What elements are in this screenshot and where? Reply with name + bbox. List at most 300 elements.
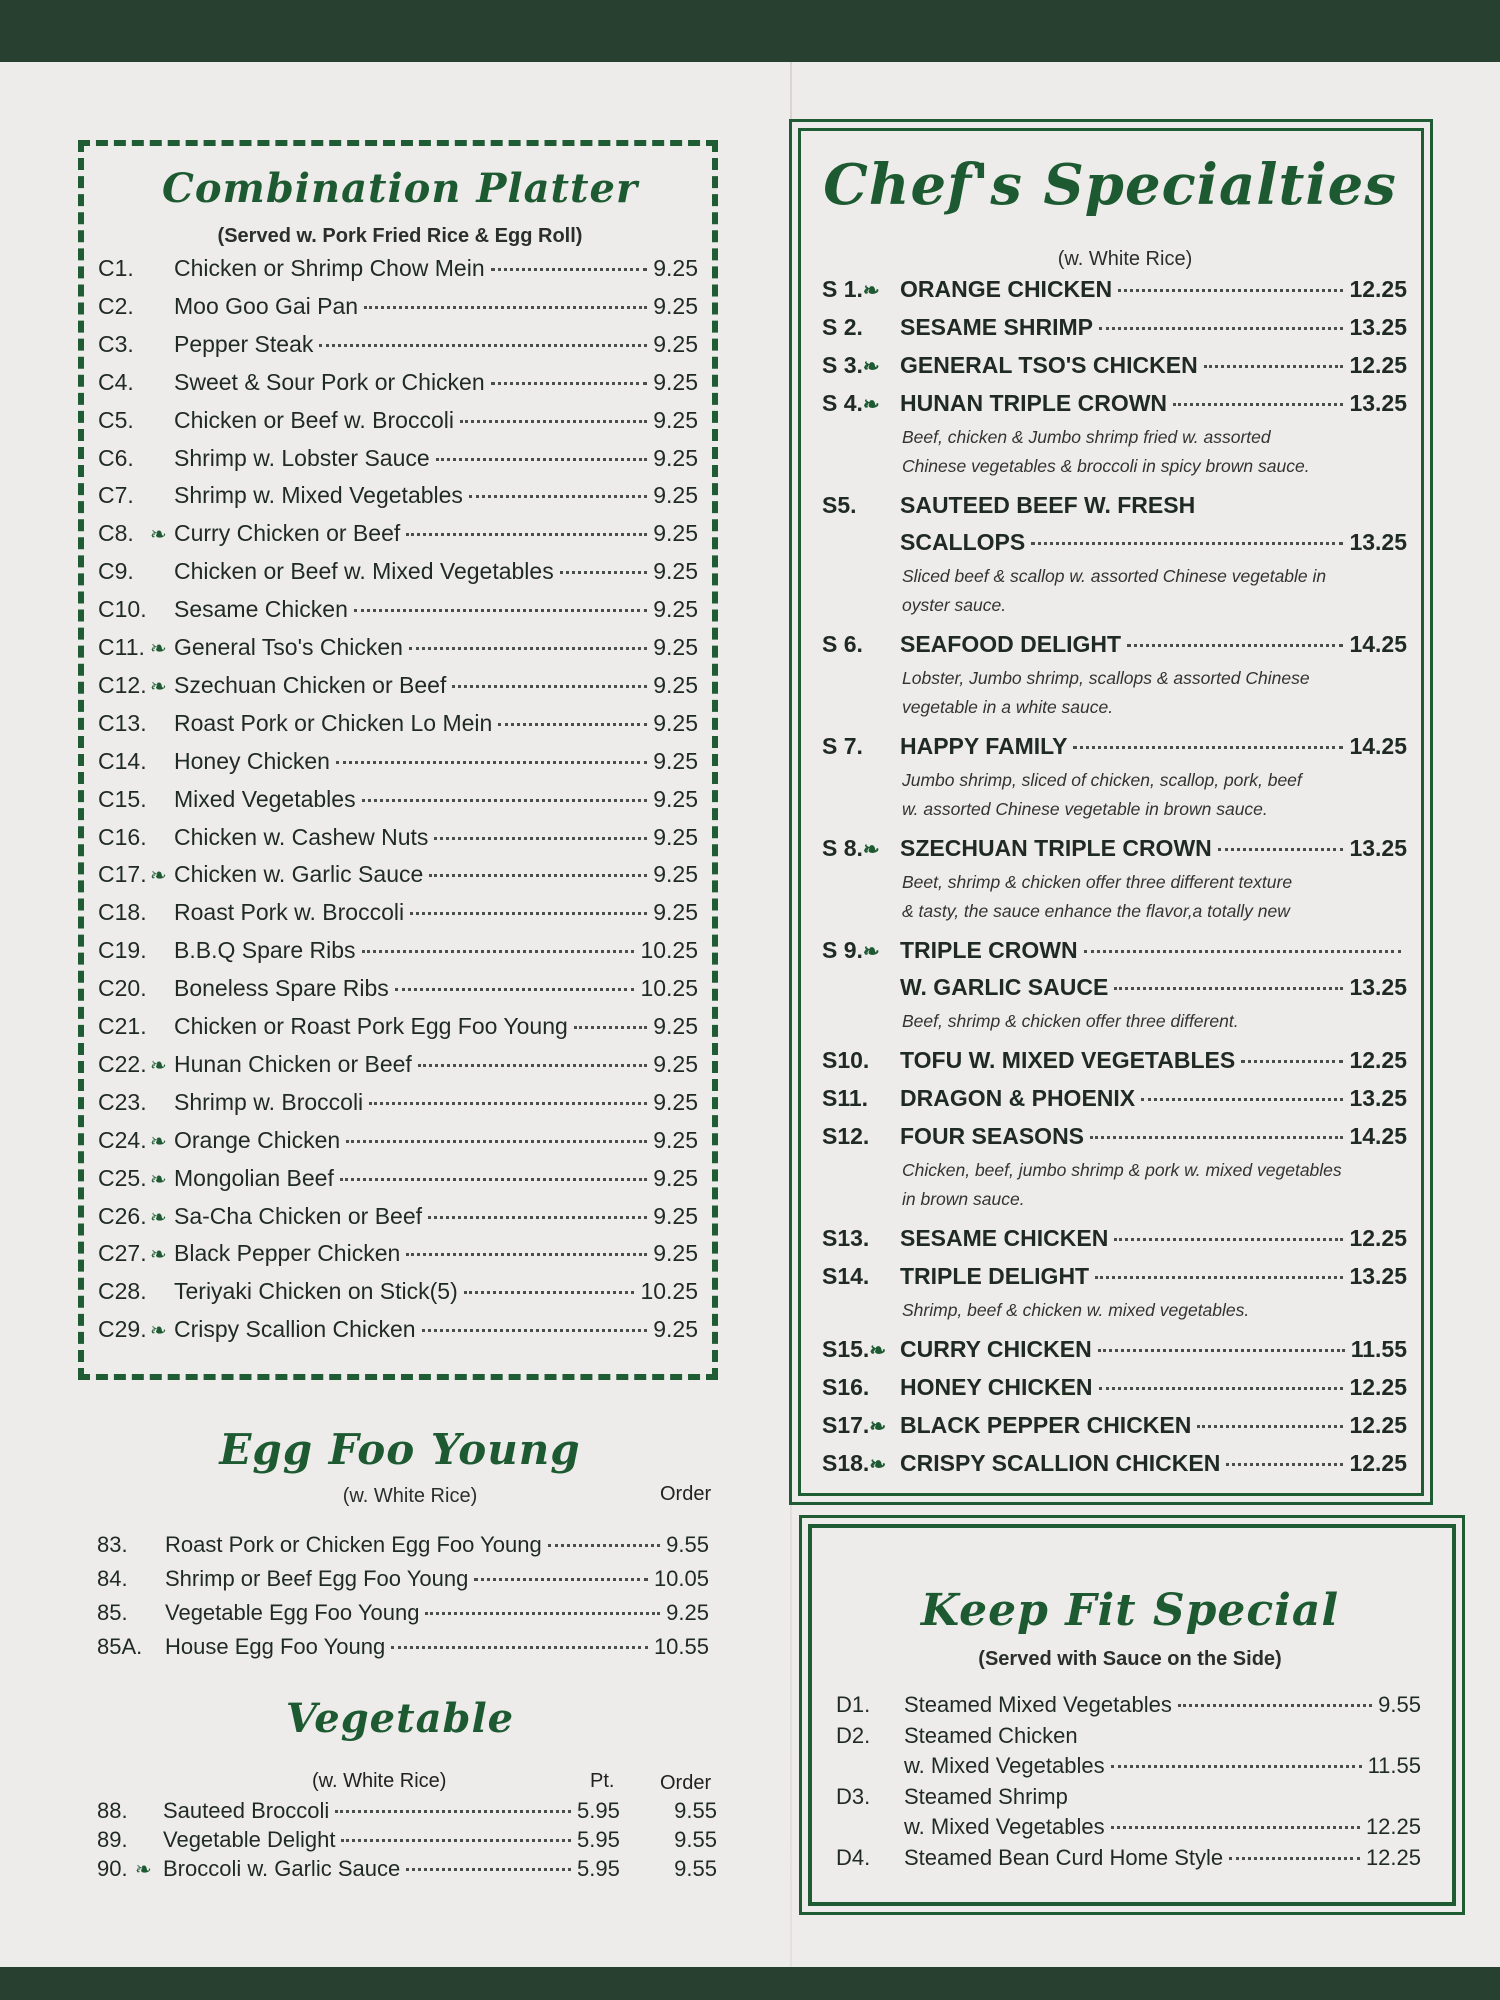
combo-item-code: C3.: [98, 330, 134, 357]
combo-item-name: Hunan Chicken or Beef: [174, 1050, 412, 1077]
combo-item-price: 9.25: [653, 1240, 698, 1267]
vegetable-subtitle: (w. White Rice): [312, 1770, 447, 1792]
fit-item-row: [836, 1784, 1421, 1810]
chef-item-code: S10.: [822, 1047, 870, 1073]
chef-item-code: S 8.: [822, 835, 863, 861]
dot-leader: [429, 874, 647, 877]
chef-item-row: [822, 1047, 1407, 1074]
combo-item-price: 9.25: [653, 1013, 698, 1039]
egg-item-price: 9.25: [666, 1600, 709, 1625]
chef-item-price: 14.25: [1349, 733, 1407, 759]
dot-leader: [498, 723, 647, 726]
combo-item-row: [98, 1165, 698, 1192]
combo-item-code: C13.: [98, 709, 147, 736]
combo-item-row: [98, 634, 698, 661]
chef-item-price: 12.25: [1349, 1225, 1407, 1251]
combo-item-row: [98, 1051, 698, 1078]
combo-item-name: Curry Chicken or Beef: [174, 520, 401, 547]
combo-chili-slot: [150, 1203, 174, 1230]
chef-item-row: [822, 314, 1407, 341]
chef-code-slot: [822, 1123, 900, 1150]
chef-item-code: S11.: [822, 1085, 869, 1111]
chef-code-slot: [822, 390, 900, 417]
combo-item-price: 9.25: [653, 368, 698, 395]
chili-pepper-icon: ❧: [869, 1416, 887, 1438]
dot-leader: [1204, 365, 1344, 368]
combo-item-price: 10.25: [640, 1278, 698, 1305]
chef-item-name: SESAME SHRIMP: [900, 314, 1093, 340]
egg-item-price: 10.05: [653, 1566, 709, 1591]
chili-pepper-icon: ❧: [150, 1244, 167, 1267]
chef-code-slot: [822, 733, 900, 760]
chef-item-code: S17.: [822, 1412, 870, 1438]
combo-chili-slot: [150, 1127, 174, 1154]
vegetable-pint-header: Pt.: [590, 1770, 615, 1792]
dot-leader: [425, 1612, 660, 1615]
chef-item-row: [822, 1085, 1407, 1112]
combo-item-code: C10.: [98, 596, 147, 623]
dot-leader: [1073, 746, 1343, 749]
chef-code-slot: [822, 492, 900, 519]
dot-leader: [1114, 987, 1343, 990]
chef-item-description: Jumbo shrimp, sliced of chicken, scallop, pork, beef: [902, 770, 1302, 790]
chef-item-row: [822, 1412, 1407, 1439]
combo-item-row: [98, 786, 698, 813]
chef-item-price: 11.55: [1350, 1336, 1407, 1362]
chili-pepper-icon: ❧: [150, 1320, 167, 1343]
combo-chili-slot: [150, 1316, 174, 1343]
chef-item-price: 13.25: [1349, 974, 1407, 1000]
egg-item-name: Shrimp or Beef Egg Foo Young: [165, 1566, 469, 1591]
combo-item-row: [98, 899, 698, 926]
chili-pepper-icon: ❧: [150, 638, 167, 660]
dot-leader: [422, 1329, 648, 1332]
egg-foo-young-title: Egg Foo Young: [219, 1425, 581, 1474]
dot-leader: [574, 1026, 647, 1029]
dot-leader: [406, 1253, 647, 1256]
combination-platter-subtitle: (Served w. Pork Fried Rice & Egg Roll): [217, 225, 583, 247]
combo-item-row: [98, 331, 698, 358]
dot-leader: [1099, 327, 1343, 330]
chef-item-name: SZECHUAN TRIPLE CROWN: [900, 835, 1212, 861]
vegetable-item-name: Broccoli w. Garlic Sauce: [163, 1856, 401, 1881]
chef-item-name: HONEY CHICKEN: [900, 1374, 1093, 1400]
combo-item-row: [98, 558, 698, 585]
combo-item-price: 9.25: [653, 785, 698, 812]
combo-item-name: Black Pepper Chicken: [174, 1240, 401, 1267]
combo-item-price: 9.25: [653, 482, 698, 509]
dot-leader: [409, 647, 647, 650]
vegetable-item-pint: 5.95: [577, 1798, 620, 1823]
fit-item-row-cont: [904, 1753, 1421, 1779]
chili-pepper-icon: ❧: [150, 675, 167, 698]
dot-leader: [1118, 289, 1343, 292]
combo-item-row: [98, 445, 698, 472]
chili-pepper-icon: ❧: [869, 1454, 887, 1476]
dot-leader: [1099, 1387, 1344, 1390]
combo-item-code: C18.: [98, 899, 147, 926]
chef-item-row: [822, 1225, 1407, 1252]
chef-item-code: S 3.: [822, 352, 863, 378]
chef-item-row: [822, 390, 1407, 417]
combo-item-price: 9.25: [653, 899, 698, 926]
chili-pepper-icon: ❧: [862, 839, 880, 861]
vegetable-item-row: [97, 1856, 717, 1882]
combo-item-row: [98, 748, 698, 775]
combo-chili-slot: [150, 634, 174, 661]
chef-item-description: vegetable in a white sauce.: [902, 697, 1114, 717]
chefs-specialties-title: Chef's Specialties: [823, 152, 1397, 218]
chef-item-code: S 4.: [822, 390, 863, 416]
chef-item-description: oyster sauce.: [902, 595, 1007, 615]
combo-item-row: [98, 255, 698, 282]
chef-item-price: 13.25: [1349, 1263, 1407, 1289]
combo-chili-slot: [150, 1165, 174, 1192]
dot-leader: [1197, 1425, 1343, 1428]
combo-item-name: Teriyaki Chicken on Stick(5): [174, 1278, 458, 1305]
combo-item-price: 9.25: [653, 747, 698, 774]
chef-item-name: ORANGE CHICKEN: [900, 276, 1113, 302]
fit-item-row: [836, 1723, 1421, 1749]
chili-pepper-icon: ❧: [862, 941, 880, 963]
combo-item-price: 9.25: [653, 596, 698, 623]
combo-item-name: Chicken w. Garlic Sauce: [174, 861, 424, 888]
vegetable-item-pint: 5.95: [577, 1827, 620, 1852]
chef-code-slot: [822, 1374, 900, 1401]
dot-leader: [1173, 403, 1343, 406]
chef-item-name: DRAGON & PHOENIX: [900, 1085, 1136, 1111]
dot-leader: [418, 1064, 647, 1067]
combo-item-row: [98, 861, 698, 888]
combo-item-code: C25.: [98, 1164, 147, 1191]
dot-leader: [1178, 1704, 1372, 1707]
combo-item-row: [98, 710, 698, 737]
combo-item-price: 9.25: [653, 330, 698, 357]
chef-item-code: S15.: [822, 1336, 870, 1362]
chef-item-code: S18.: [822, 1450, 870, 1476]
chef-item-price: 12.25: [1349, 352, 1407, 378]
chef-item-price: 13.25: [1349, 835, 1407, 861]
chef-code-slot: [822, 631, 900, 658]
combo-item-price: 9.25: [653, 1316, 698, 1343]
chef-item-code: S 2.: [822, 314, 863, 340]
chef-code-slot: [822, 1412, 900, 1439]
chef-item-code: S14.: [822, 1263, 870, 1289]
combo-item-row: [98, 824, 698, 851]
chef-item-price: 12.25: [1349, 1450, 1407, 1476]
combo-item-code: C9.: [98, 558, 134, 585]
dot-leader: [1127, 644, 1343, 647]
chef-code-slot: [822, 937, 900, 964]
chef-item-description: Chicken, beef, jumbo shrimp & pork w. mixed vegetables: [902, 1160, 1342, 1180]
egg-item-name: House Egg Foo Young: [165, 1634, 386, 1659]
combo-item-name: Szechuan Chicken or Beef: [174, 671, 447, 698]
fit-item-name-cont: w. Mixed Vegetables: [904, 1814, 1105, 1839]
chef-item-name: TOFU W. MIXED VEGETABLES: [900, 1047, 1236, 1073]
dot-leader: [354, 609, 647, 612]
chili-pepper-icon: ❧: [150, 1206, 167, 1229]
fit-item-row: [836, 1692, 1421, 1718]
combo-item-row: [98, 672, 698, 699]
dot-leader: [362, 799, 648, 802]
combo-item-name: Sweet & Sour Pork or Chicken: [174, 368, 485, 395]
combo-item-name: Chicken or Roast Pork Egg Foo Young: [174, 1013, 568, 1039]
vegetable-item-name: Vegetable Delight: [163, 1827, 336, 1852]
egg-item-code: 85.: [97, 1600, 128, 1625]
egg-item-name: Vegetable Egg Foo Young: [165, 1600, 420, 1625]
chef-item-code: S13.: [822, 1225, 870, 1251]
dot-leader: [340, 1178, 647, 1181]
vegetable-item-row: [97, 1798, 717, 1824]
vegetable-item-order: 9.55: [674, 1798, 717, 1823]
chef-item-description: w. assorted Chinese vegetable in brown sauce.: [902, 799, 1268, 819]
combo-item-code: C19.: [98, 937, 147, 964]
chef-item-description: Shrimp, beef & chicken w. mixed vegetables.: [902, 1300, 1250, 1320]
combo-chili-slot: [150, 672, 174, 699]
chili-pepper-icon: ❧: [862, 356, 880, 378]
egg-item-name: Roast Pork or Chicken Egg Foo Young: [165, 1532, 542, 1557]
chef-item-description: Beet, shrimp & chicken offer three different texture: [902, 872, 1293, 892]
combo-item-code: C1.: [98, 255, 134, 281]
combo-item-code: C4.: [98, 368, 134, 395]
chef-item-name: SEAFOOD DELIGHT: [900, 631, 1122, 657]
dot-leader: [1095, 1276, 1343, 1279]
dot-leader: [464, 1291, 635, 1294]
combo-item-price: 9.25: [653, 1164, 698, 1191]
vegetable-item-code: 88.: [97, 1798, 128, 1823]
chef-item-row: [822, 835, 1407, 862]
combo-item-price: 9.25: [653, 520, 698, 547]
chef-item-name: SAUTEED BEEF W. FRESH: [900, 492, 1196, 518]
dot-leader: [491, 268, 648, 271]
combo-item-name: B.B.Q Spare Ribs: [174, 937, 356, 964]
combo-chili-slot: [150, 861, 174, 888]
combo-item-code: C20.: [98, 975, 147, 1002]
dot-leader: [560, 571, 648, 574]
chef-code-slot: [822, 1450, 900, 1477]
combo-chili-slot: [150, 520, 174, 547]
combo-item-name: Boneless Spare Ribs: [174, 975, 389, 1002]
combo-item-row: [98, 1316, 698, 1343]
combo-item-row: [98, 293, 698, 320]
combo-item-name: Mongolian Beef: [174, 1164, 334, 1191]
dot-leader: [406, 1868, 571, 1871]
combo-item-row: [98, 1240, 698, 1267]
chef-item-row-cont: [900, 974, 1407, 1001]
vegetable-order-header: Order: [660, 1772, 712, 1794]
chef-item-code: S12.: [822, 1123, 870, 1149]
combo-item-price: 9.25: [653, 1202, 698, 1229]
dot-leader: [1090, 1136, 1343, 1139]
combo-item-code: C24.: [98, 1126, 147, 1153]
combo-item-name: Pepper Steak: [174, 330, 314, 357]
combo-item-code: C11.: [98, 634, 145, 660]
dot-leader: [369, 1102, 647, 1105]
dot-leader: [341, 1839, 571, 1842]
combo-item-code: C29.: [98, 1316, 147, 1343]
fit-item-price: 9.55: [1378, 1692, 1421, 1717]
fit-item-code: D4.: [836, 1845, 871, 1870]
vegetable-title: Vegetable: [285, 1695, 515, 1742]
page-fold: [790, 62, 792, 1967]
combo-item-code: C22.: [98, 1050, 147, 1077]
dot-leader: [491, 382, 648, 385]
egg-item-row: [97, 1634, 709, 1660]
combo-item-name: Moo Goo Gai Pan: [174, 292, 359, 319]
dot-leader: [1218, 848, 1344, 851]
chef-item-code: S 9.: [822, 937, 863, 963]
dot-leader: [428, 1216, 647, 1219]
egg-item-row: [97, 1566, 709, 1592]
chef-item-name: HAPPY FAMILY: [900, 733, 1068, 759]
fit-item-name: Steamed Bean Curd Home Style: [904, 1845, 1224, 1870]
dot-leader: [460, 420, 647, 423]
combo-item-name: Chicken or Beef w. Broccoli: [174, 406, 454, 433]
egg-item-price: 10.55: [653, 1634, 709, 1659]
dot-leader: [1098, 1349, 1345, 1352]
combo-item-name: Honey Chicken: [174, 747, 330, 774]
egg-item-row: [97, 1532, 709, 1558]
combo-item-name: General Tso's Chicken: [174, 634, 403, 660]
chili-pepper-icon: ❧: [135, 1859, 152, 1881]
chef-code-slot: [822, 1336, 900, 1363]
dot-leader: [335, 1810, 571, 1813]
fit-item-price: 11.55: [1367, 1753, 1421, 1778]
chef-item-name-cont: SCALLOPS: [900, 529, 1026, 555]
dot-leader: [548, 1544, 660, 1547]
chef-item-price: 12.25: [1349, 276, 1407, 302]
combo-item-name: Roast Pork w. Broccoli: [174, 899, 405, 926]
combo-item-price: 9.25: [653, 1126, 698, 1153]
combo-item-row: [98, 1203, 698, 1230]
chef-item-price: 13.25: [1349, 529, 1407, 555]
fit-item-name: Steamed Shrimp: [904, 1784, 1068, 1809]
egg-item-code: 85A.: [97, 1634, 143, 1659]
chef-code-slot: [822, 314, 900, 341]
combo-item-price: 10.25: [640, 937, 698, 964]
dot-leader: [1141, 1098, 1343, 1101]
chef-item-code: S 6.: [822, 631, 863, 657]
combo-item-name: Shrimp w. Mixed Vegetables: [174, 482, 463, 509]
combo-item-code: C14.: [98, 747, 147, 774]
dot-leader: [436, 458, 648, 461]
chili-pepper-icon: ❧: [150, 865, 167, 888]
chef-item-row: [822, 631, 1407, 658]
vegetable-item-code: 90.: [97, 1856, 128, 1881]
combo-item-name: Chicken or Beef w. Mixed Vegetables: [174, 558, 554, 585]
chef-item-price: 13.25: [1349, 390, 1407, 416]
combo-item-price: 9.25: [653, 861, 698, 888]
combo-item-code: C17.: [98, 861, 147, 888]
combo-item-row: [98, 596, 698, 623]
dot-leader: [1111, 1765, 1362, 1768]
chili-pepper-icon: ❧: [150, 524, 167, 547]
vegetable-chili-slot: [135, 1856, 163, 1882]
combo-item-name: Shrimp w. Lobster Sauce: [174, 444, 430, 471]
combo-item-price: 9.25: [653, 634, 698, 660]
vegetable-item-row: [97, 1827, 717, 1853]
chef-code-slot: [822, 276, 900, 303]
chef-item-name: SESAME CHICKEN: [900, 1225, 1109, 1251]
dot-leader: [319, 344, 647, 347]
chef-item-price: 13.25: [1349, 1085, 1407, 1111]
combo-item-code: C23.: [98, 1088, 147, 1115]
combo-item-price: 9.25: [653, 292, 698, 319]
combo-item-code: C26.: [98, 1202, 147, 1229]
combo-item-row: [98, 520, 698, 547]
combo-item-name: Sa-Cha Chicken or Beef: [174, 1202, 423, 1229]
combo-item-price: 9.25: [653, 1050, 698, 1077]
dot-leader: [1084, 950, 1401, 953]
fit-item-name: Steamed Chicken: [904, 1723, 1078, 1748]
chef-item-name: BLACK PEPPER CHICKEN: [900, 1412, 1192, 1438]
combo-item-code: C28.: [98, 1278, 147, 1305]
chef-item-description: Chinese vegetables & broccoli in spicy brown sauce.: [902, 456, 1310, 476]
dot-leader: [364, 306, 647, 309]
combo-item-code: C27.: [98, 1240, 147, 1267]
combo-item-code: C12.: [98, 671, 147, 698]
combo-item-row: [98, 1089, 698, 1116]
dot-leader: [391, 1646, 648, 1649]
fit-item-name-cont: w. Mixed Vegetables: [904, 1753, 1105, 1778]
dot-leader: [469, 495, 647, 498]
chef-item-price: 12.25: [1349, 1412, 1407, 1438]
chef-item-row: [822, 1336, 1407, 1363]
combo-item-name: Shrimp w. Broccoli: [174, 1088, 364, 1115]
chef-code-slot: [822, 835, 900, 862]
dot-leader: [474, 1578, 648, 1581]
dot-leader: [1111, 1826, 1360, 1829]
combo-item-price: 9.25: [653, 709, 698, 736]
fit-item-price: 12.25: [1365, 1814, 1421, 1839]
fit-item-row: [836, 1845, 1421, 1871]
combo-item-row: [98, 407, 698, 434]
chef-code-slot: [822, 1263, 900, 1290]
chef-item-code: S 7.: [822, 733, 863, 759]
fit-item-code: D3.: [836, 1784, 871, 1809]
chef-item-price: 14.25: [1349, 631, 1407, 657]
chef-item-name: GENERAL TSO'S CHICKEN: [900, 352, 1198, 378]
combo-item-code: C2.: [98, 292, 134, 319]
chef-item-code: S5.: [822, 492, 857, 518]
vegetable-item-order: 9.55: [674, 1827, 717, 1852]
combo-item-code: C21.: [98, 1013, 147, 1039]
combo-item-name: Crispy Scallion Chicken: [174, 1316, 416, 1343]
combo-item-price: 10.25: [640, 975, 698, 1002]
dot-leader: [362, 950, 635, 953]
chili-pepper-icon: ❧: [150, 1168, 167, 1191]
dot-leader: [452, 685, 647, 688]
chef-item-row: [822, 1263, 1407, 1290]
chef-item-row: [822, 492, 1407, 519]
chef-item-name: HUNAN TRIPLE CROWN: [900, 390, 1168, 416]
chef-item-row-cont: [900, 529, 1407, 556]
dot-leader: [346, 1140, 647, 1143]
chef-item-row: [822, 1374, 1407, 1401]
combo-item-code: C15.: [98, 785, 147, 812]
chef-code-slot: [822, 352, 900, 379]
chef-item-price: 12.25: [1349, 1047, 1407, 1073]
vegetable-item-code: 89.: [97, 1827, 128, 1852]
chef-item-price: 14.25: [1349, 1123, 1407, 1149]
chef-item-name: TRIPLE DELIGHT: [900, 1263, 1090, 1289]
dot-leader: [1031, 542, 1343, 545]
combo-item-name: Sesame Chicken: [174, 596, 348, 623]
combo-chili-slot: [150, 1051, 174, 1078]
dot-leader: [1114, 1238, 1343, 1241]
combo-item-price: 9.25: [653, 406, 698, 433]
combo-item-row: [98, 482, 698, 509]
